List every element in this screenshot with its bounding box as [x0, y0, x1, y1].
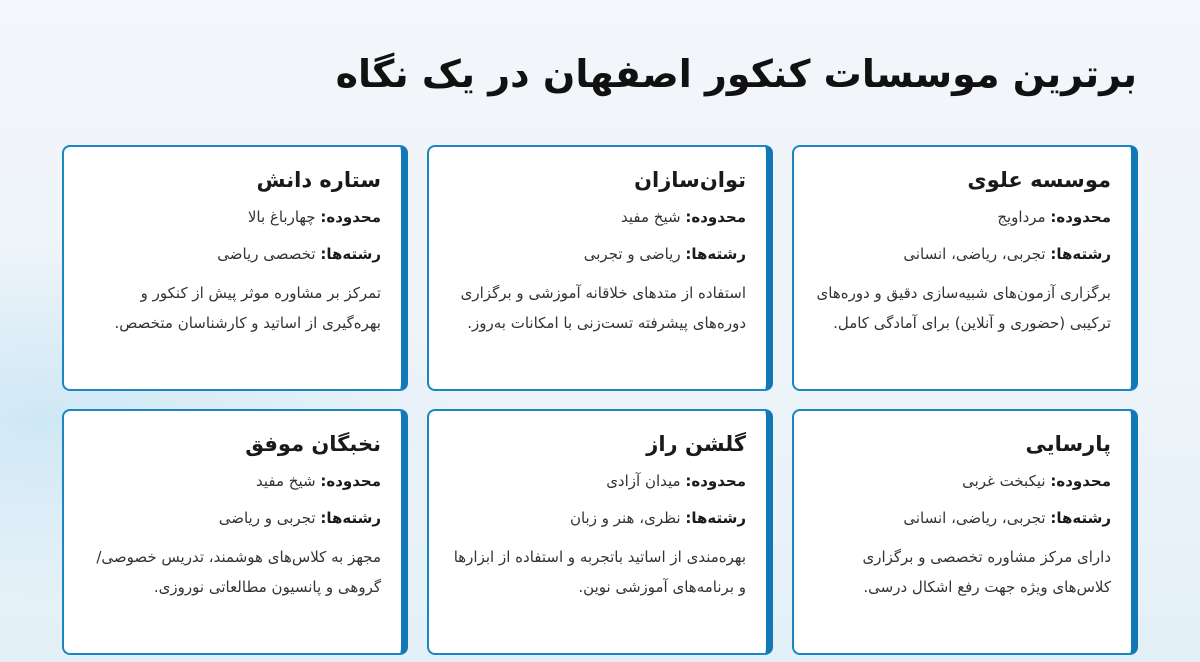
fields-value: ریاضی و تجربی	[583, 244, 681, 263]
area-label: محدوده:	[320, 472, 381, 491]
area-value: مرداویج	[997, 208, 1046, 227]
institute-card	[427, 409, 773, 655]
fields-value: تجربی، ریاضی، انسانی	[903, 244, 1046, 263]
institute-description: بهره‌مندی از اساتید باتجربه و استفاده از ابزارها و برنامه‌های آموزشی نوین.	[453, 548, 746, 596]
institute-card	[62, 409, 408, 655]
institute-area	[80, 470, 381, 493]
institute-fields	[80, 507, 381, 530]
fields-value: تخصصی ریاضی	[217, 244, 316, 263]
area-value: شیخ مفید	[621, 208, 681, 227]
fields-label: رشته‌ها:	[320, 244, 381, 263]
area-label: محدوده:	[1050, 208, 1111, 227]
institute-description: استفاده از متدهای خلاقانه آموزشی و برگزاری دوره‌های پیشرفته تست‌زنی با امکانات به‌روز.	[460, 284, 746, 332]
area-label: محدوده:	[685, 208, 746, 227]
fields-label: رشته‌ها:	[685, 508, 746, 527]
institute-name: ستاره دانش	[256, 168, 381, 192]
institute-card	[62, 145, 408, 391]
area-value: میدان آزادی	[606, 472, 681, 491]
fields-label: رشته‌ها:	[1050, 508, 1111, 527]
fields-label: رشته‌ها:	[320, 508, 381, 527]
institute-area	[810, 206, 1111, 229]
institute-fields	[80, 243, 381, 266]
institute-area	[810, 470, 1111, 493]
institutes-grid	[62, 145, 1138, 655]
area-label: محدوده:	[1050, 472, 1111, 491]
institute-fields	[810, 243, 1111, 266]
fields-label: رشته‌ها:	[1050, 244, 1111, 263]
institute-description: مجهز به کلاس‌های هوشمند، تدریس خصوصی/گروهی و پانسیون مطالعاتی نوروزی.	[96, 548, 381, 596]
area-label: محدوده:	[685, 472, 746, 491]
area-value: نیکبخت غربی	[962, 472, 1046, 491]
area-value: شیخ مفید	[256, 472, 316, 491]
institute-card	[792, 145, 1138, 391]
area-label: محدوده:	[320, 208, 381, 227]
institute-card	[792, 409, 1138, 655]
institute-description: برگزاری آزمون‌های شبیه‌سازی دقیق و دوره‌های ترکیبی (حضوری و آنلاین) برای آمادگی کامل.	[816, 284, 1111, 332]
institute-fields	[810, 507, 1111, 530]
institute-area	[445, 470, 746, 493]
institute-description: تمرکز بر مشاوره موثر پیش از کنکور و بهره‌گیری از اساتید و کارشناسان متخصص.	[114, 284, 381, 332]
institute-area	[80, 206, 381, 229]
fields-value: تجربی، ریاضی، انسانی	[903, 508, 1046, 527]
institute-card	[427, 145, 773, 391]
institute-description: دارای مرکز مشاوره تخصصی و برگزاری کلاس‌های ویژه جهت رفع اشکال درسی.	[862, 548, 1111, 596]
institute-fields	[445, 507, 746, 530]
page-title: برترین موسسات کنکور اصفهان در یک نگاه	[335, 52, 1137, 96]
institute-name: توان‌سازان	[634, 168, 746, 192]
institute-name: گلشن راز	[646, 432, 746, 456]
institute-name: پارسایی	[1025, 432, 1111, 456]
institute-fields	[445, 243, 746, 266]
area-value: چهارباغ بالا	[247, 208, 316, 227]
institute-name: موسسه علوی	[967, 168, 1111, 192]
fields-label: رشته‌ها:	[685, 244, 746, 263]
institute-name: نخبگان موفق	[245, 432, 381, 456]
fields-value: نظری، هنر و زبان	[569, 508, 681, 527]
fields-value: تجربی و ریاضی	[218, 508, 316, 527]
institute-area	[445, 206, 746, 229]
